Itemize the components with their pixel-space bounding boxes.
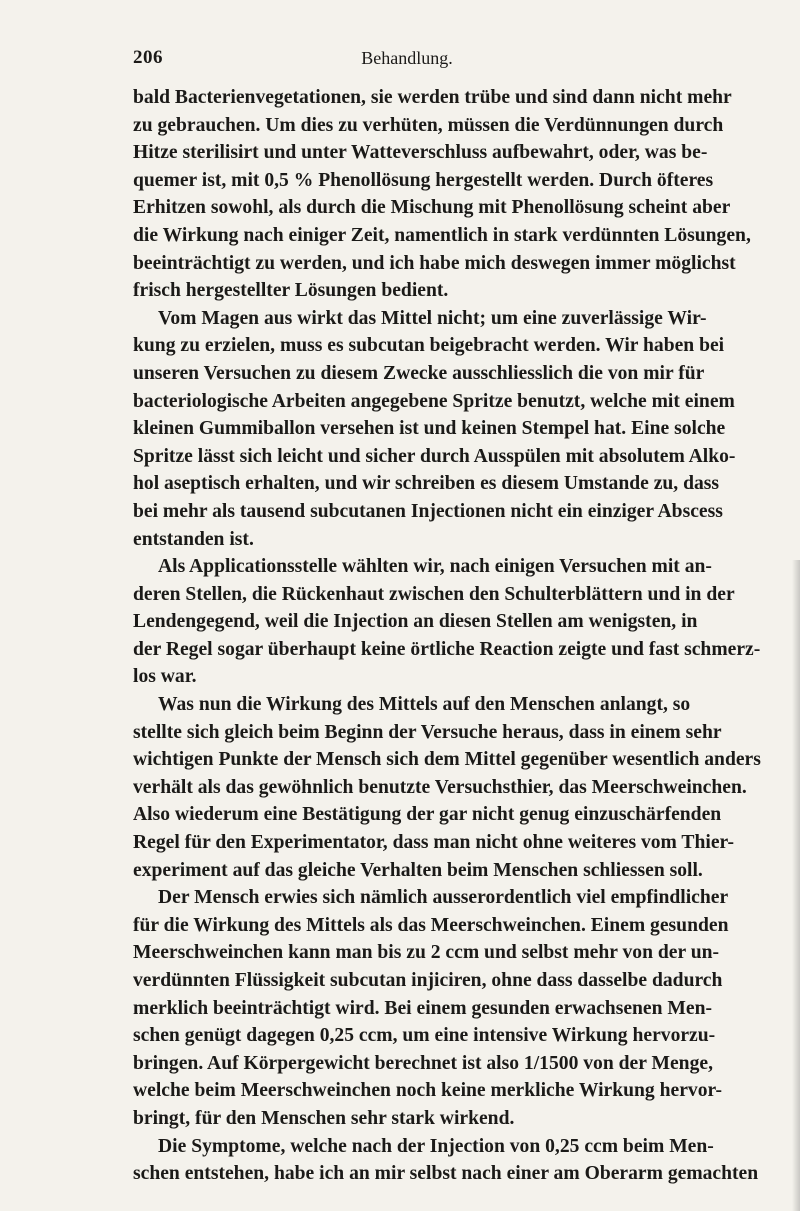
text-line: bei mehr als tausend subcutanen Injectionen nicht ein einziger Abscess <box>133 500 723 522</box>
text-line: schen genügt dagegen 0,25 ccm, um eine intensive Wirkung hervorzu- <box>133 1025 716 1047</box>
text-line: frisch hergestellter Lösungen bedient. <box>133 280 449 302</box>
text-line: merklich beeinträchtigt wird. Bei einem gesunden erwachsenen Men- <box>133 997 713 1019</box>
text-line: Also wiederum eine Bestätigung der gar nicht genug einzuschärfenden <box>133 804 722 826</box>
running-head <box>133 47 681 71</box>
body-text <box>133 84 761 1188</box>
text-line: entstanden ist. <box>133 528 254 550</box>
text-line: schen entstehen, habe ich an mir selbst nach einer am Oberarm gemachten <box>133 1163 759 1185</box>
text-line: quemer ist, mit 0,5 % Phenollösung hergestellt werden. Durch öfteres <box>133 169 714 191</box>
text-line: Hitze sterilisirt und unter Watteverschluss aufbewahrt, oder, was be- <box>133 142 708 164</box>
scan-edge-shadow <box>792 560 800 1211</box>
text-line: beeinträchtigt zu werden, und ich habe mich deswegen immer möglichst <box>133 252 736 274</box>
text-line: los war. <box>133 666 197 688</box>
text-line: kleinen Gummiballon versehen ist und keinen Stempel hat. Eine solche <box>133 418 726 440</box>
text-line: die Wirkung nach einiger Zeit, namentlich in stark verdünnten Lösungen, <box>133 224 751 246</box>
text-line: verdünnten Flüssigkeit subcutan injiciren, ohne dass dasselbe dadurch <box>133 970 723 991</box>
text-line: Was nun die Wirkung des Mittels auf den Menschen anlangt, so <box>158 694 691 716</box>
text-line: Der Mensch erwies sich nämlich ausserordentlich viel empfindlicher <box>158 887 729 909</box>
text-line: Vom Magen aus wirkt das Mittel nicht; um eine zuverlässige Wir- <box>158 307 707 329</box>
text-line: Meerschweinchen kann man bis zu 2 ccm und selbst mehr von der un- <box>133 942 720 964</box>
text-line: bacteriologische Arbeiten angegebene Spritze benutzt, welche mit einem <box>133 390 735 412</box>
text-line: experiment auf das gleiche Verhalten beim Menschen schliessen soll. <box>133 859 703 881</box>
text-line: hol aseptisch erhalten, und wir schreiben es diesem Umstande zu, dass <box>133 473 720 495</box>
text-line: wichtigen Punkte der Mensch sich dem Mittel gegenüber wesentlich anders <box>133 749 761 771</box>
text-line: Lendengegend, weil die Injection an diesen Stellen am wenigsten, in <box>133 611 698 633</box>
text-line: deren Stellen, die Rückenhaut zwischen den Schulterblättern und in der <box>133 583 735 605</box>
text-line: welche beim Meerschweinchen noch keine merkliche Wirkung hervor- <box>133 1080 723 1102</box>
page-number: 206 <box>133 47 163 68</box>
text-line: stellte sich gleich beim Beginn der Versuche heraus, dass in einem sehr <box>133 721 722 743</box>
text-line: Regel für den Experimentator, dass man nicht ohne weiteres vom Thier- <box>133 832 735 854</box>
page-header-title: Behandlung. <box>361 48 453 68</box>
text-line: verhält als das gewöhnlich benutzte Versuchsthier, das Meerschweinchen. <box>133 776 747 798</box>
text-line: kung zu erzielen, muss es subcutan beigebracht werden. Wir haben bei <box>133 335 725 357</box>
text-line: für die Wirkung des Mittels als das Meerschweinchen. Einem gesunden <box>133 914 729 936</box>
text-line: Die Symptome, welche nach der Injection von 0,25 ccm beim Men- <box>158 1135 714 1157</box>
text-line: der Regel sogar überhaupt keine örtliche Reaction zeigte und fast schmerz- <box>133 638 761 660</box>
text-line: Erhitzen sowohl, als durch die Mischung mit Phenollösung scheint aber <box>133 197 731 219</box>
text-line: Als Applicationsstelle wählten wir, nach einigen Versuchen mit an- <box>158 556 712 578</box>
text-line: bringt, für den Menschen sehr stark wirkend. <box>133 1107 515 1129</box>
text-line: zu gebrauchen. Um dies zu verhüten, müssen die Verdünnungen durch <box>133 114 724 136</box>
text-line: bald Bacterienvegetationen, sie werden trübe und sind dann nicht mehr <box>133 87 732 108</box>
text-line: unseren Versuchen zu diesem Zwecke ausschliesslich die von mir für <box>133 362 705 384</box>
text-line: bringen. Auf Körpergewicht berechnet ist also 1/1500 von der Menge, <box>133 1052 713 1074</box>
text-line: Spritze lässt sich leicht und sicher durch Ausspülen mit absolutem Alko- <box>133 445 736 467</box>
